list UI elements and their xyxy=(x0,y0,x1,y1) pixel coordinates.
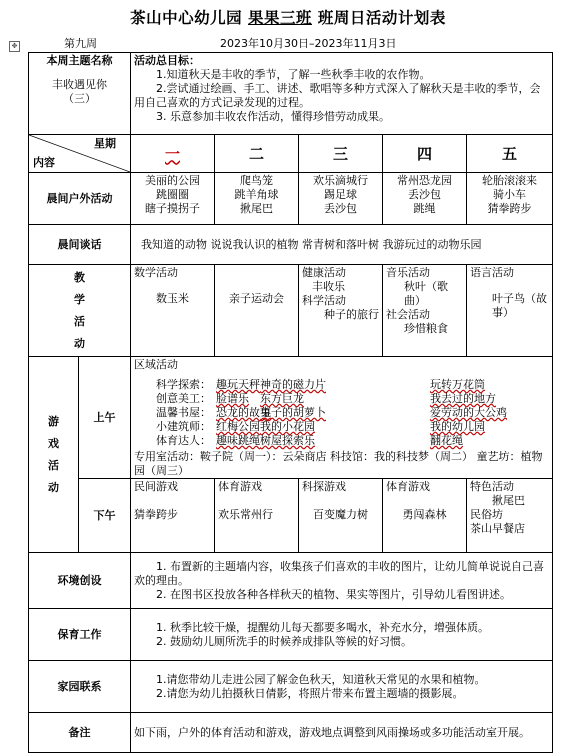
goal-1: 1.知道秋天是丰收的季节，了解一些秋季丰收的农作物。 xyxy=(156,68,431,81)
family-label: 家园联系 xyxy=(29,661,131,713)
outdoor-item: 揪尾巴 xyxy=(240,202,273,215)
outdoor-wed xyxy=(299,173,383,225)
area-item: 翻花绳 xyxy=(430,434,463,447)
family-item: 2.请您为幼儿拍摄秋日倩影，将照片带来布置主题墙的摄影展。 xyxy=(156,686,464,700)
area-item: 我的幼儿园 xyxy=(430,420,485,433)
weekday-label: 星期 xyxy=(94,137,116,150)
teaching-mon xyxy=(131,265,215,357)
afternoon-wed xyxy=(299,479,383,553)
area-item: 红梅公园 xyxy=(216,420,260,433)
day-tuesday: 二 xyxy=(215,135,299,173)
afternoon-game: 茶山早餐店 xyxy=(470,522,525,535)
talk-row xyxy=(29,225,553,265)
area-name: 小建筑师： xyxy=(156,420,211,433)
teaching-content: 种子的旅行 xyxy=(324,308,379,321)
area-item: 脸谱乐 xyxy=(216,392,249,405)
area-item: 我去过的地方 xyxy=(430,392,496,405)
area-activities-list xyxy=(134,378,549,478)
weekday-header-row xyxy=(29,135,553,173)
family-row xyxy=(29,661,553,713)
afternoon-thu xyxy=(383,479,467,553)
outdoor-item: 跳绳 xyxy=(413,202,436,215)
teaching-label-char: 动 xyxy=(74,336,85,350)
theme-label: 本周主题名称 xyxy=(46,54,113,67)
teaching-tue xyxy=(215,265,299,357)
area-name: 温馨书屋： xyxy=(156,406,211,419)
outdoor-label: 晨间户外活动 xyxy=(29,173,131,225)
games-label-char: 游 xyxy=(48,414,59,428)
date-range: 2023年10月30日–2023年11月3日 xyxy=(220,37,397,50)
teaching-row xyxy=(29,265,553,357)
outdoor-item: 瞎子摸拐子 xyxy=(145,202,200,215)
theme-cell xyxy=(29,53,131,135)
morning-label: 上午 xyxy=(79,357,131,479)
outdoor-row xyxy=(29,173,553,225)
outdoor-item: 跳圈圈 xyxy=(156,188,189,201)
games-label-char: 活 xyxy=(48,458,59,472)
week-label: 第九周 xyxy=(64,37,97,50)
outdoor-item: 骑小车 xyxy=(493,188,527,201)
care-label: 保育工作 xyxy=(29,609,131,661)
area-item: 树屋探索乐 xyxy=(260,434,315,447)
table-move-handle-icon[interactable]: ✥ xyxy=(9,41,20,52)
notes-content: 如下雨，户外的体育活动和游戏，游戏地点调整到风雨操场或多功能活动室开展。 xyxy=(131,713,553,753)
afternoon-type: 民间游戏 xyxy=(134,480,178,493)
special-rooms: 专用室活动：鞍子院（周一）：云朵商店 科技馆：我的科技梦（周二） 童艺坊：植物园（周三） xyxy=(134,450,543,477)
family-item: 1.请您带幼儿走进公园了解金色秋天，知道秋天常见的水果和植物。 xyxy=(156,672,486,686)
theme-row xyxy=(29,53,553,135)
area-item: 趣玩天秤 xyxy=(216,378,260,391)
goals-label: 活动总目标： xyxy=(134,54,200,67)
day-thursday: 四 xyxy=(383,135,467,173)
area-title: 区域活动 xyxy=(134,358,178,371)
environment-label: 环境创设 xyxy=(29,553,131,609)
teaching-subject: 科学活动 xyxy=(302,294,346,307)
notes-label: 备注 xyxy=(29,713,131,753)
afternoon-type: 体育游戏 xyxy=(218,480,262,493)
afternoon-game: 百变魔力树 xyxy=(313,508,368,521)
area-name: 创意美工： xyxy=(156,392,211,405)
area-name: 体育达人： xyxy=(156,434,211,447)
outdoor-item: 丢沙包 xyxy=(324,202,357,215)
teaching-content: 丰收乐 xyxy=(312,280,345,293)
teaching-label-char: 活 xyxy=(74,314,85,328)
outdoor-mon xyxy=(131,173,215,225)
title-suffix: 班周日活动计划表 xyxy=(317,9,446,27)
afternoon-game: 民俗坊 xyxy=(470,508,503,521)
day-wednesday: 三 xyxy=(299,135,383,173)
area-item: 神奇的磁力片 xyxy=(260,378,326,391)
page-title xyxy=(0,6,576,28)
day-friday: 五 xyxy=(467,135,553,173)
afternoon-type: 体育游戏 xyxy=(386,480,430,493)
games-afternoon-row xyxy=(29,479,553,553)
area-item: 趣味跳绳 xyxy=(216,434,260,447)
care-item: 1. 秋季比较干燥，提醒幼儿每天都要多喝水，补充水分，增强体质。 xyxy=(156,620,489,634)
environment-content xyxy=(131,553,553,609)
teaching-content: 数玉米 xyxy=(156,292,189,305)
area-row xyxy=(134,406,549,420)
environment-item: 2. 在图书区投放各种各样秋天的植物、果实等图片，引导幼儿看图讲述。 xyxy=(156,587,511,601)
teaching-content: 珍惜粮食 xyxy=(404,322,448,335)
outdoor-item: 常州恐龙园 xyxy=(397,174,452,187)
outdoor-item: 美丽的公园 xyxy=(145,174,200,187)
area-item: 爱劳动的大公鸡 xyxy=(430,406,507,419)
teaching-content: 亲子运动会 xyxy=(229,292,284,305)
afternoon-mon xyxy=(131,479,215,553)
environment-row xyxy=(29,553,553,609)
family-content xyxy=(131,661,553,713)
day-monday xyxy=(131,135,215,173)
outdoor-item: 踢足球 xyxy=(324,188,357,201)
outdoor-item: 猜拳跨步 xyxy=(487,202,532,215)
outdoor-item: 丢沙包 xyxy=(408,188,441,201)
environment-item: 1. 布置新的主题墙内容，收集孩子们喜欢的丰收的图片，让幼儿简单说说自己喜欢的理由。 xyxy=(134,559,544,587)
area-row xyxy=(134,420,549,434)
games-label-char: 动 xyxy=(48,480,59,494)
games-label-char: 戏 xyxy=(48,436,59,450)
care-item: 2. 鼓励幼儿厕所洗手的时候养成排队等候的好习惯。 xyxy=(156,634,412,648)
teaching-label xyxy=(29,265,131,357)
afternoon-game: 勇闯森林 xyxy=(402,508,447,521)
outdoor-item: 轮胎滚滚来 xyxy=(482,174,538,187)
notes-row xyxy=(29,713,553,753)
outdoor-fri xyxy=(467,173,553,225)
teaching-wed xyxy=(299,265,383,357)
goal-3: 3. 乐意参加丰收农作活动，懂得珍惜劳动成果。 xyxy=(156,110,390,123)
teaching-thu xyxy=(383,265,467,357)
school-name: 茶山中心幼儿园 xyxy=(130,9,243,27)
teaching-label-char: 学 xyxy=(74,292,85,306)
teaching-subject: 语言活动 xyxy=(470,266,514,279)
area-row xyxy=(134,378,549,392)
afternoon-game: 揪尾巴 xyxy=(492,494,525,507)
area-item: 我的小花园 xyxy=(260,420,315,433)
outdoor-thu xyxy=(383,173,467,225)
care-row xyxy=(29,609,553,661)
area-item: 兔子的胡萝卜 xyxy=(260,406,326,419)
teaching-subject: 音乐活动 xyxy=(386,266,430,279)
outdoor-item: 跳羊角球 xyxy=(234,188,279,201)
area-name: 科学探索： xyxy=(156,378,211,391)
class-name: 果果三班 xyxy=(247,9,312,27)
talk-content: 我知道的动物 说说我认识的植物 常青树和落叶树 我游玩过的动物乐园 xyxy=(131,225,553,265)
teaching-label-char: 教 xyxy=(74,270,85,284)
theme-name: 丰收遇见你（三） xyxy=(52,78,107,105)
afternoon-type: 特色活动 xyxy=(470,480,514,493)
teaching-fri xyxy=(467,265,553,357)
afternoon-fri xyxy=(467,479,553,553)
goals-cell xyxy=(131,53,553,135)
teaching-content: 叶子鸟（故事） xyxy=(492,292,547,319)
area-row xyxy=(134,434,549,448)
area-item: 东方巨龙 xyxy=(260,392,304,405)
goal-2: 2.尝试通过绘画、手工、讲述、歌唱等多种方式深入了解秋天是丰收的季节，会用自己喜欢的方式记录发现的过程。 xyxy=(134,82,541,109)
area-row xyxy=(134,392,549,406)
afternoon-tue xyxy=(215,479,299,553)
afternoon-type: 科探游戏 xyxy=(302,480,346,493)
afternoon-game: 欢乐常州行 xyxy=(218,508,273,521)
area-item: 玩转万花筒 xyxy=(430,378,485,391)
area-item: 恐龙的故事 xyxy=(216,406,271,419)
teaching-subject: 社会活动 xyxy=(386,308,430,321)
games-label xyxy=(29,357,79,553)
teaching-content: 秋叶（歌曲） xyxy=(404,280,448,307)
outdoor-tue xyxy=(215,173,299,225)
teaching-subject: 数学活动 xyxy=(134,266,178,279)
afternoon-label: 下午 xyxy=(79,479,131,553)
talk-label: 晨间谈话 xyxy=(29,225,131,265)
teaching-subject: 健康活动 xyxy=(302,266,346,279)
outdoor-item: 爬鸟笼 xyxy=(240,174,273,187)
day-monday-text: 一 xyxy=(164,144,180,163)
care-content xyxy=(131,609,553,661)
content-label: 内容 xyxy=(33,156,55,169)
outdoor-item: 欢乐滴城行 xyxy=(313,174,368,187)
weekday-header-corner xyxy=(29,135,131,173)
afternoon-game: 猜拳跨步 xyxy=(134,508,178,521)
